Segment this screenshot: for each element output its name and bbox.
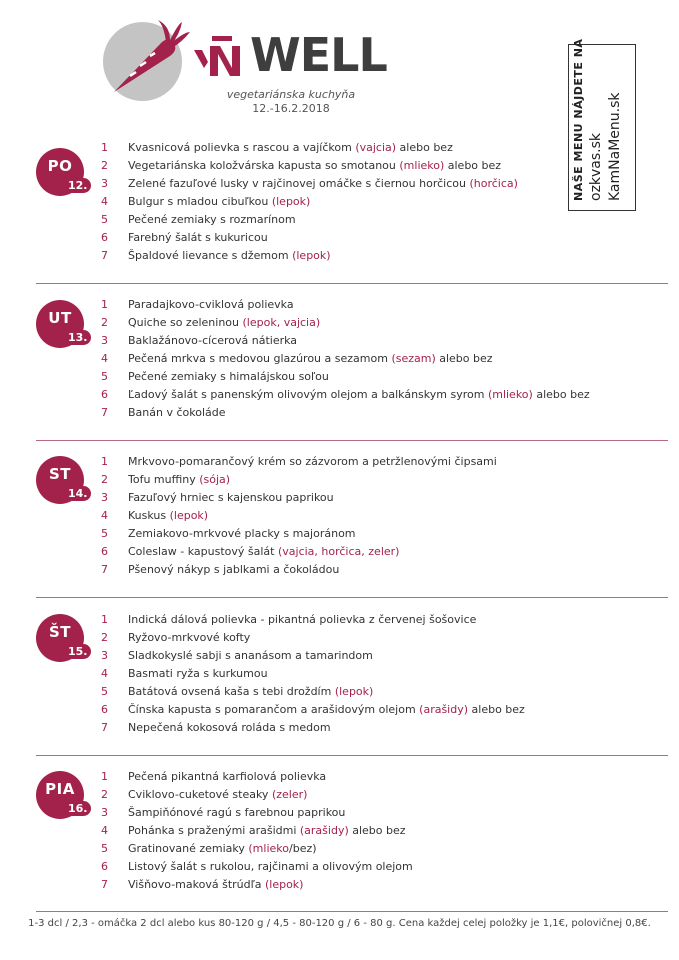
item-number: 6 [101,860,108,873]
item-suffix: alebo bez [468,703,525,716]
day-badge [36,300,88,348]
day-date: 12. [65,178,91,193]
item-number: 3 [101,334,108,347]
item-text [128,175,518,193]
item-text [128,314,320,332]
item-name: Pšenový nákyp s jablkami a čokoládou [128,563,340,576]
item-name: Vegetariánska koložvárska kapusta so smotanou [128,159,400,172]
day-name: ŠT [48,623,72,641]
item-suffix: alebo bez [532,388,590,401]
item-text [128,561,339,579]
day-name: UT [48,309,72,327]
item-text [128,804,345,822]
where-to-find-title: NAŠE MENU NÁJDETE NA [572,38,585,201]
item-allergen: (mlieko [248,842,289,855]
item-allergen: (lepok) [264,878,304,891]
day-name: PO [47,157,73,175]
item-number: 6 [101,545,108,558]
item-name: Višňovo-maková štrúdľa [128,878,265,891]
item-number: 2 [101,631,108,644]
item-name: Cviklovo-cuketové steaky [128,788,272,801]
item-name: Listový šalát s rukolou, rajčinami a olivovým olejom [128,860,413,873]
item-allergen: (mlieko) [487,388,533,401]
item-text [128,157,501,175]
item-text [128,647,373,665]
item-name: Čínska kapusta s pomarančom a arašidovým olejom [128,703,420,716]
item-number: 4 [101,667,108,680]
item-name: Pečené zemiaky s himalájskou soľou [128,370,329,383]
item-text [128,139,453,157]
day-name: PIA [45,780,75,798]
item-number: 7 [101,249,108,262]
item-number: 4 [101,824,108,837]
item-text [128,386,590,404]
item-name: Nepečená kokosová roláda s medom [128,721,331,734]
item-allergen: (lepok) [271,195,311,208]
item-allergen: (sója) [199,473,231,486]
item-number: 2 [101,316,108,329]
day-badge [36,614,88,662]
item-text [128,247,331,265]
item-name: Fazuľový hrniec s kajenskou paprikou [128,491,334,504]
item-allergen: (lepok, vajcia) [242,316,321,329]
item-name: Banán v čokoláde [128,406,226,419]
item-suffix: alebo bez [444,159,502,172]
item-number: 6 [101,231,108,244]
day-date: 14. [65,486,91,501]
where-to-find-text [571,38,625,201]
link-ozkvas[interactable]: ozkvas.sk [588,132,604,201]
item-text [128,404,226,422]
item-allergen: (lepok) [169,509,209,522]
item-name: Pečené zemiaky s rozmarínom [128,213,296,226]
item-name: Ryžovo-mrkvové kofty [128,631,251,644]
day-date: 16. [65,801,91,816]
item-number: 2 [101,788,108,801]
item-allergen: (lepok) [292,249,331,262]
item-name: Zelené fazuľové lusky v rajčinovej omáčke s čiernou horčicou [128,177,470,190]
item-allergen: (sezam) [391,352,436,365]
item-allergen: (horčica) [469,177,518,190]
day-separator [36,283,668,284]
item-text [128,193,310,211]
item-name: Mrkvovo-pomarančový krém so zázvorom a petržlenovými čipsami [128,455,497,468]
item-name: Paradajkovo-cviklová polievka [128,298,294,311]
item-text [128,525,356,543]
item-name: Pečená pikantná karfiolová polievka [128,770,327,783]
item-number: 7 [101,563,108,576]
item-name: Špaldové lievance s džemom [128,249,293,262]
item-text [128,719,331,737]
item-name: Kvasnicová polievka s rascou a vajíčkom [128,141,356,154]
item-suffix: alebo bez [396,141,453,154]
day-date: 15. [65,644,91,659]
item-allergen: (arašidy) [299,824,349,837]
subtitle: vegetariánska kuchyňa [226,88,356,101]
day-name: ST [48,465,72,483]
day-badge [36,456,88,504]
item-number: 2 [101,159,108,172]
item-text [128,683,373,701]
item-name: Indická dálová polievka - pikantná polievka z červenej šošovice [128,613,477,626]
item-allergen: (mlieko) [399,159,445,172]
item-suffix: alebo bez [435,352,493,365]
item-text [128,858,413,876]
item-name: Farebný šalát s kukuricou [128,231,268,244]
item-number: 1 [101,613,108,626]
item-text [128,822,406,840]
brand-mark-icon [192,32,250,78]
item-text [128,368,329,386]
item-name: Pečená mrkva s medovou glazúrou a sezamom [128,352,392,365]
item-text [128,665,268,683]
footer-note: 1-3 dcl / 2,3 - omáčka 2 dcl alebo kus 80-120 g / 4,5 - 80-120 g / 6 - 80 g. Cena každej celej položky je 1,1€, polovičnej 0,8€. [28,918,651,929]
item-number: 3 [101,649,108,662]
item-allergen: (vajcia) [355,141,397,154]
day-date: 13. [65,330,91,345]
item-number: 1 [101,298,108,311]
item-name: Šampiňónové ragú s farebnou paprikou [128,806,346,819]
item-number: 3 [101,491,108,504]
item-text [128,701,525,719]
item-name: Kuskus [128,509,170,522]
item-name: Coleslaw - kapustový šalát [128,545,278,558]
item-number: 7 [101,406,108,419]
brand-logo [192,30,387,80]
item-number: 2 [101,473,108,486]
item-text [128,786,307,804]
item-number: 6 [101,703,108,716]
item-number: 5 [101,842,108,855]
item-text [128,840,317,858]
item-number: 5 [101,370,108,383]
item-number: 7 [101,721,108,734]
item-text [128,611,476,629]
link-kamnamenu[interactable]: KamNaMenu.sk [607,92,623,201]
item-number: 3 [101,177,108,190]
carrot-logo-icon [100,14,190,104]
day-separator [36,755,668,756]
item-number: 4 [101,352,108,365]
item-number: 1 [101,141,108,154]
item-name: Gratinované zemiaky [128,842,249,855]
item-name: Zemiakovo-mrkvové placky s majoránom [128,527,356,540]
day-separator [36,911,668,912]
item-allergen: (lepok) [334,685,374,698]
item-name: Tofu muffiny [128,473,200,486]
where-to-find-box [568,38,636,211]
item-text [128,489,334,507]
item-name: Pohánka s praženými arašidmi [128,824,300,837]
item-number: 7 [101,878,108,891]
day-badge [36,148,88,196]
item-text [128,453,497,471]
item-allergen: (vajcia, horčica, zeler) [277,545,400,558]
item-text [128,507,208,525]
brand-name: WELL [250,28,387,82]
item-name: Sladkokyslé sabji s ananásom a tamarindom [128,649,373,662]
item-suffix: /bez) [289,842,317,855]
item-name: Bulgur s mladou cibuľkou [128,195,272,208]
item-text [128,229,268,247]
item-number: 1 [101,770,108,783]
item-number: 4 [101,509,108,522]
day-separator [36,440,668,441]
item-text [128,543,399,561]
item-number: 4 [101,195,108,208]
item-suffix: alebo bez [348,824,406,837]
item-name: Quiche so zeleninou [128,316,243,329]
day-badge [36,771,88,819]
item-text [128,768,326,786]
item-number: 5 [101,213,108,226]
item-name: Batátová ovsená kaša s tebi droždím [128,685,335,698]
menu-dates: 12.-16.2.2018 [252,102,330,115]
item-text [128,350,493,368]
item-number: 5 [101,527,108,540]
item-number: 6 [101,388,108,401]
item-allergen: (arašidy) [419,703,469,716]
item-name: Ľadový šalát s panenským olivovým olejom a balkánskym syrom [128,388,488,401]
item-text [128,332,297,350]
item-text [128,211,296,229]
item-number: 3 [101,806,108,819]
item-text [128,471,230,489]
item-text [128,296,294,314]
item-number: 1 [101,455,108,468]
day-separator [36,597,668,598]
item-text [128,876,303,894]
item-text [128,629,250,647]
item-name: Basmati ryža s kurkumou [128,667,268,680]
item-allergen: (zeler) [271,788,308,801]
item-name: Baklažánovo-cícerová nátierka [128,334,298,347]
item-number: 5 [101,685,108,698]
